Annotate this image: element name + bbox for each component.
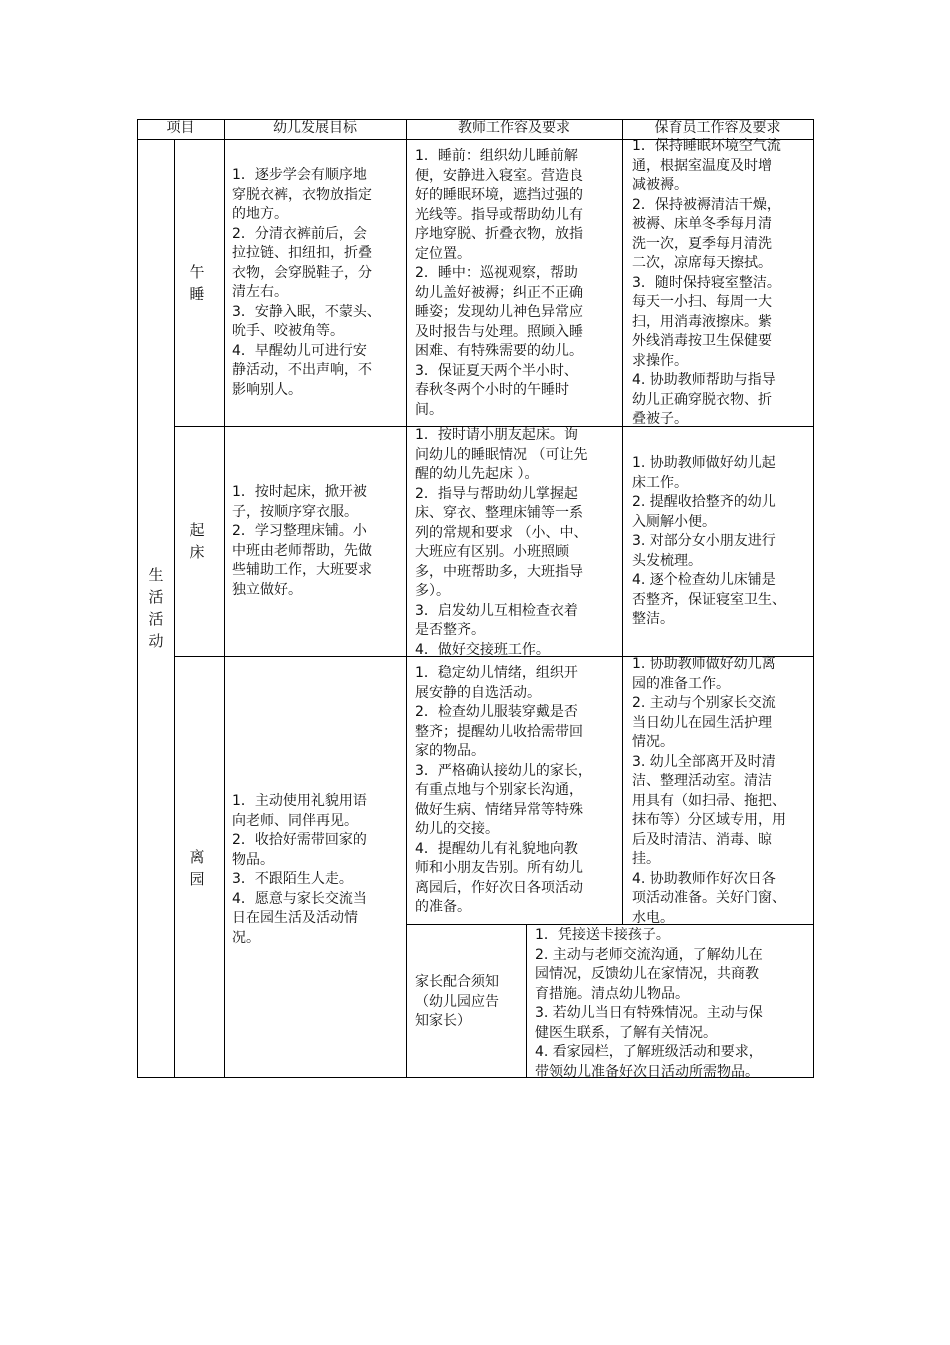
parent-notice-content: 1．凭接送卡接孩子。 2. 主动与老师交流沟通，了解幼儿在 园情况，反馈幼儿在家情况，共商教 育措施。清点幼儿物品。 3. 若幼儿当日有特殊情况。主动与保 健医生联系，了解有关情况。 4. 看家园栏，了解班级活动和要求， 带领幼儿准备好次日活动所需物品。	[535, 927, 763, 1080]
col-divider-parent	[526, 924, 527, 1078]
header-caregiver-duties: 保育员工作容及要求	[654, 120, 781, 136]
leave-teacher-duties: 1．稳定幼儿情绪，组织开 展安静的自选活动。 2．检查幼儿服装穿戴是否 整齐；提醒幼儿收拾需带回 家的物品。 3．严格确认接幼儿的家长， 有重点地与个别家长沟通， 做好生病、情绪异常等特殊 幼儿的交接。 4．提醒幼儿有礼貌地向教 师和小朋友告别。所有幼儿 离园后，作好次日各项活动 的准备。	[415, 665, 592, 915]
col-divider-teacher	[406, 119, 407, 1078]
nap-caregiver-duties: 1．保持睡眠环境空气流 通，根据室温度及时增 减被褥。 2．保持被褥清洁干燥， 被褥、床单冬季每月清 洗一次，夏季每月清洗 二次，凉席每天擦拭。 3．随时保持寝室整洁。 每天一小扫、每周一大 扫，用消毒液擦床。紫 外线消毒按卫生保健要 求操作。 4. 协助教师帮助与指导 幼儿正确穿脱衣物、折 叠被子。	[632, 138, 781, 427]
header-child-goals: 幼儿发展目标	[273, 120, 357, 136]
nap-goals: 1．逐步学会有顺序地 穿脱衣裤，衣物放指定 的地方。 2．分清衣裤前后，会 拉拉链、扣纽扣，折叠 衣物，会穿脱鞋子，分 清左右。 3．安静入眠，不蒙头、 吮手、咬被角等。 4．早醒幼儿可进行安 静活动，不出声响，不 影响别人。	[232, 167, 381, 398]
leave-caregiver-duties: 1. 协助教师做好幼儿离 园的准备工作。 2. 主动与个别家长交流 当日幼儿在园生活护理 情况。 3. 幼儿全部离开及时清 洁、整理活动室。清洁 用具有（如扫帚、拖把、 抹布等）分区域专用，用 后及时清洁、消毒、晾 挂。 4. 协助教师作好次日各 项活动准备。关好门窗、 水电。	[632, 656, 786, 926]
table-border-right	[813, 119, 814, 1078]
wake-teacher-duties: 1．按时请小朋友起床。询 问幼儿的睡眠情况 （可让先 醒的幼儿先起床 ）。 2．指导与帮助幼儿掌握起 床、穿衣、整理床铺等一系 列的常规和要求 （小、中、 大班应有区别。小班照顾 多，中班帮助多，大班指导 多）。 3．启发幼儿互相检查衣着 是否整齐。 4．做好交接班工作。	[415, 427, 588, 658]
col-divider-caregiver	[622, 119, 623, 925]
wake-caregiver-duties: 1. 协助教师做好幼儿起 床工作。 2. 提醒收拾整齐的幼儿 入厕解小便。 3. 对部分女小朋友进行 头发梳理。 4. 逐个检查幼儿床铺是 否整齐，保证寝室卫生、 整洁。	[632, 455, 786, 627]
row-label-nap: 午 睡	[189, 263, 205, 303]
leave-goals: 1．主动使用礼貌用语 向老师、同伴再见。 2．收拾好需带回家的 物品。 3．不跟陌生人走。 4．愿意与家长交流当 日在园生活及活动情 况。	[232, 793, 367, 946]
col-divider-goals	[224, 119, 225, 1078]
header-teacher-duties: 教师工作容及要求	[458, 120, 570, 136]
row-label-wake: 起 床	[189, 521, 205, 561]
nap-teacher-duties: 1．睡前：组织幼儿睡前解 便，安静进入寝室。营造良 好的睡眠环境，遮挡过强的 光线等。指导或帮助幼儿有 序地穿脱、折叠衣物，放指 定位置。 2．睡中：巡视观察，帮助 幼儿盖好被褥；纠正不正确 睡姿；发现幼儿神色异常应 及时报告与处理。照顾入睡 困难、有特殊需要的幼儿。 3．保证夏天两个半小时、 春秋冬两个小时的午睡时 间。	[415, 148, 583, 418]
parent-notice-label: 家长配合须知 （幼儿园应告 知家长）	[415, 974, 499, 1029]
col-divider-section	[174, 139, 175, 1078]
section-label-daily-life: 生 活 活 动	[148, 566, 164, 650]
header-item: 项目	[166, 120, 195, 136]
wake-goals: 1．按时起床，掀开被 子，按顺序穿衣服。 2．学习整理床铺。小 中班由老师帮助，先做 些辅助工作，大班要求 独立做好。	[232, 484, 372, 598]
row-label-leave: 离 园	[189, 848, 205, 888]
table-border-left	[137, 119, 138, 1078]
